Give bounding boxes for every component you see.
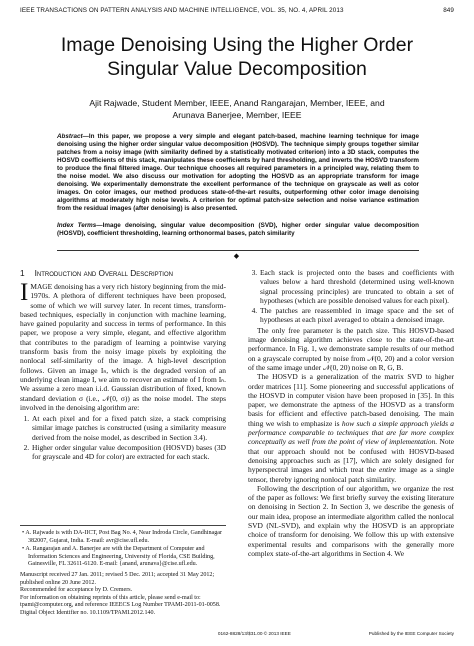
abstract (57, 133, 419, 213)
emphasis-text: entire (379, 465, 397, 475)
reprint-info: For information on obtaining reprints of this article, please send e-mail to: tpami@computer.org, and reference IEEECS Log Number TPAMI-2011-01-0058. (20, 594, 221, 609)
divider-diamond-icon: ◆ (233, 252, 240, 260)
paper-title (20, 33, 454, 81)
abstract-text: —In this paper, we propose a very simple and elegant patch-based, machine learning technique for image denoising using the higher order singular value decomposition (HOSVD). The technique simply groups together similar patches from a noisy image (with similarity defined by a statistically motivated criterion) into a 3D stack, computes the HOSVD coefficients of this stack, manipulates these coefficients by hard thresholding, and inverts the HOSVD transform to produce the final filtered image. Our technique chooses all required parameters in a principled way, relating them to the noise model. We also discuss our motivation for adopting the HOSVD as an appropriate transform for image denoising. We experimentally demonstrate the excellent performance of the technique on grayscale as well as color images. On color images, our method produces state-of-the-art results, outperforming other color image denoising algorithms at moderately high noise levels. A criterion for optimal patch-size selection and noise variance estimation from the residual images (after denoising) is also presented. (57, 133, 419, 213)
body-paragraph: The only free parameter is the patch size. This HOSVD-based image denoising algorithm achieves close to the state-of-the-art performance. In Fig. 1, we demonstrate sample results of our method on a grayscale corrupted by noise from 𝒩(0, 20) and a color version of the same image under 𝒩(0, 20) noise on R, G, B. (248, 325, 454, 372)
footnotes (20, 525, 226, 618)
footnote-affiliation: • A. Rangarajan and A. Banerjee are with the Department of Computer and Information Sciences and Engineering, University of Florida, CSE Building, Gainesville, FL 32611-6120. E-mail: {anand, arunava}@cise.ufl.edu. (22, 546, 215, 568)
body-text: The HOSVD is a generalization of the matrix SVD to higher order matrices [11]. Some pioneering and successful applications of the HOSVD in computer vision have been proposed in [35]. In this paper, we demonstrate the aptness of the HOSVD as a transform basis for efficient and effective patch-based denoising. The main thing we wish to emphasize is (248, 372, 454, 428)
index-terms (57, 222, 419, 238)
copyright: 0162-8828/13/$31.00 © 2013 IEEE (217, 631, 291, 636)
section-number: 1 (20, 268, 25, 278)
manuscript-info (20, 572, 226, 618)
algorithm-steps-left (20, 414, 226, 461)
running-head (20, 7, 454, 14)
algorithm-step: 4. The patches are reassembled in image space and the set of hypotheses at each pixel averaged to obtain a denoised image. (259, 306, 454, 325)
index-terms-label: Index Terms (57, 222, 97, 229)
algorithm-step: 3. Each stack is projected onto the bases and coefficients with values below a hard threshold (determined using well-known signal processing principles) are truncated to obtain a set of hypotheses (which are possible denoised values for each pixel). (259, 268, 454, 305)
body-paragraph (248, 372, 454, 484)
doi: Digital Object Identifier no. 10.1109/TPAMI.2012.140. (20, 609, 156, 616)
footer-spacer (20, 631, 140, 636)
body-text: Note that our approach should not be confused with HOSVD-based denoising approaches such as [17], which are solely designed for hyperspectral images and which treat the (248, 437, 454, 475)
manuscript-dates: Manuscript received 27 Jan. 2011; revised 5 Dec. 2011; accepted 31 May 2012; published online 20 June 2012. (20, 571, 215, 586)
algorithm-step: 2. Higher order singular value decomposition (HOSVD) bases (3D for grayscale and 4D for color) are extracted for each stack. (31, 443, 226, 462)
left-column (20, 268, 226, 463)
footnote-affiliation: • A. Rajwade is with DA-IICT, Post Bag No. 4, Near Indroda Circle, Gandhinagar 382007, Gujarat, India. E-mail: avr@cise.ufl.edu. (22, 530, 223, 544)
journal-header: IEEE TRANSACTIONS ON PATTERN ANALYSIS AND MACHINE INTELLIGENCE, VOL. 35, NO. 4, APRIL 2013 (20, 7, 344, 14)
intro-paragraph (20, 279, 226, 412)
abstract-label: Abstract (57, 133, 83, 140)
recommendation: Recommended for acceptance by D. Cremers. (20, 587, 133, 594)
page-footer (20, 631, 454, 636)
title-line-2: Singular Value Decomposition (107, 58, 367, 80)
page-number: 849 (443, 7, 454, 14)
algorithm-step: 1. At each pixel and for a fixed patch size, a stack comprising similar image patches is constructed (using a similarity measure derived from the noise model, as described in Section 3.4). (31, 414, 226, 442)
body-paragraph: Following the description of our algorithm, we organize the rest of the paper as follows: We first briefly survey the existing literature on denoising in Section 2. In Section 3, we describe the genesis of our main idea, propose an intermediate algorithm called the nonlocal SVD (NL-SVD), and explain why the HOSVD is an appropriate choice of transform for denoising. We follow this up with extensive experimental results and comparisons with the generally more complex state-of-the-art algorithms in Section 4. We (248, 483, 454, 558)
title-line-1: Image Denoising Using the Higher Order (60, 34, 414, 56)
intro-text: MAGE denoising has a very rich history beginning from the mid-1970s. A plethora of different techniques have been proposed, some of which we will survey later. In recent times, transform-based techniques, especially in conjunction with machine learning, have gained popularity and success in terms of performance. In this paper, we propose a very simple, elegant, and effective algorithm that contributes to the paradigm of learning a pointwise varying transform basis from the noisy image pixels by exploiting the nonlocal self-similarity of the image. A high-level description follows. Given an image Iₙ, which is the degraded version of an underlying clean image I, we aim to recover an estimate of I from Iₙ. We assume a zero mean i.i.d. Gaussian distribution of fixed, known standard deviation σ (i.e., 𝒩(0, σ)) as the noise model. The steps involved in the denoising algorithm are: (20, 282, 226, 412)
publisher: Published by the IEEE Computer Society (368, 631, 454, 636)
author-list (20, 97, 454, 122)
drop-cap: I (20, 279, 29, 306)
algorithm-steps-right (248, 268, 454, 325)
section-heading (20, 268, 226, 279)
index-terms-text: —Image denoising, singular value decomposition (SVD), higher order singular value decomposition (HOSVD), coefficient thresholding, learning orthonormal bases, patch similarity (57, 222, 419, 238)
section-title: Introduction and Overall Description (34, 268, 173, 278)
divider-rule (57, 250, 419, 251)
authors-line-2: Arunava Banerjee, Member, IEEE (172, 110, 302, 121)
right-column (248, 268, 454, 558)
authors-line-1: Ajit Rajwade, Student Member, IEEE, Anand Rangarajan, Member, IEEE, and (89, 98, 385, 108)
body-text: image as a single tensor, thereby ignoring nonlocal patch similarity. (248, 465, 455, 484)
emphasis-text: how such a simple approach yields a performance comparable to techniques that are far more complex conceptually as well from the point of view of implementation. (248, 418, 454, 447)
